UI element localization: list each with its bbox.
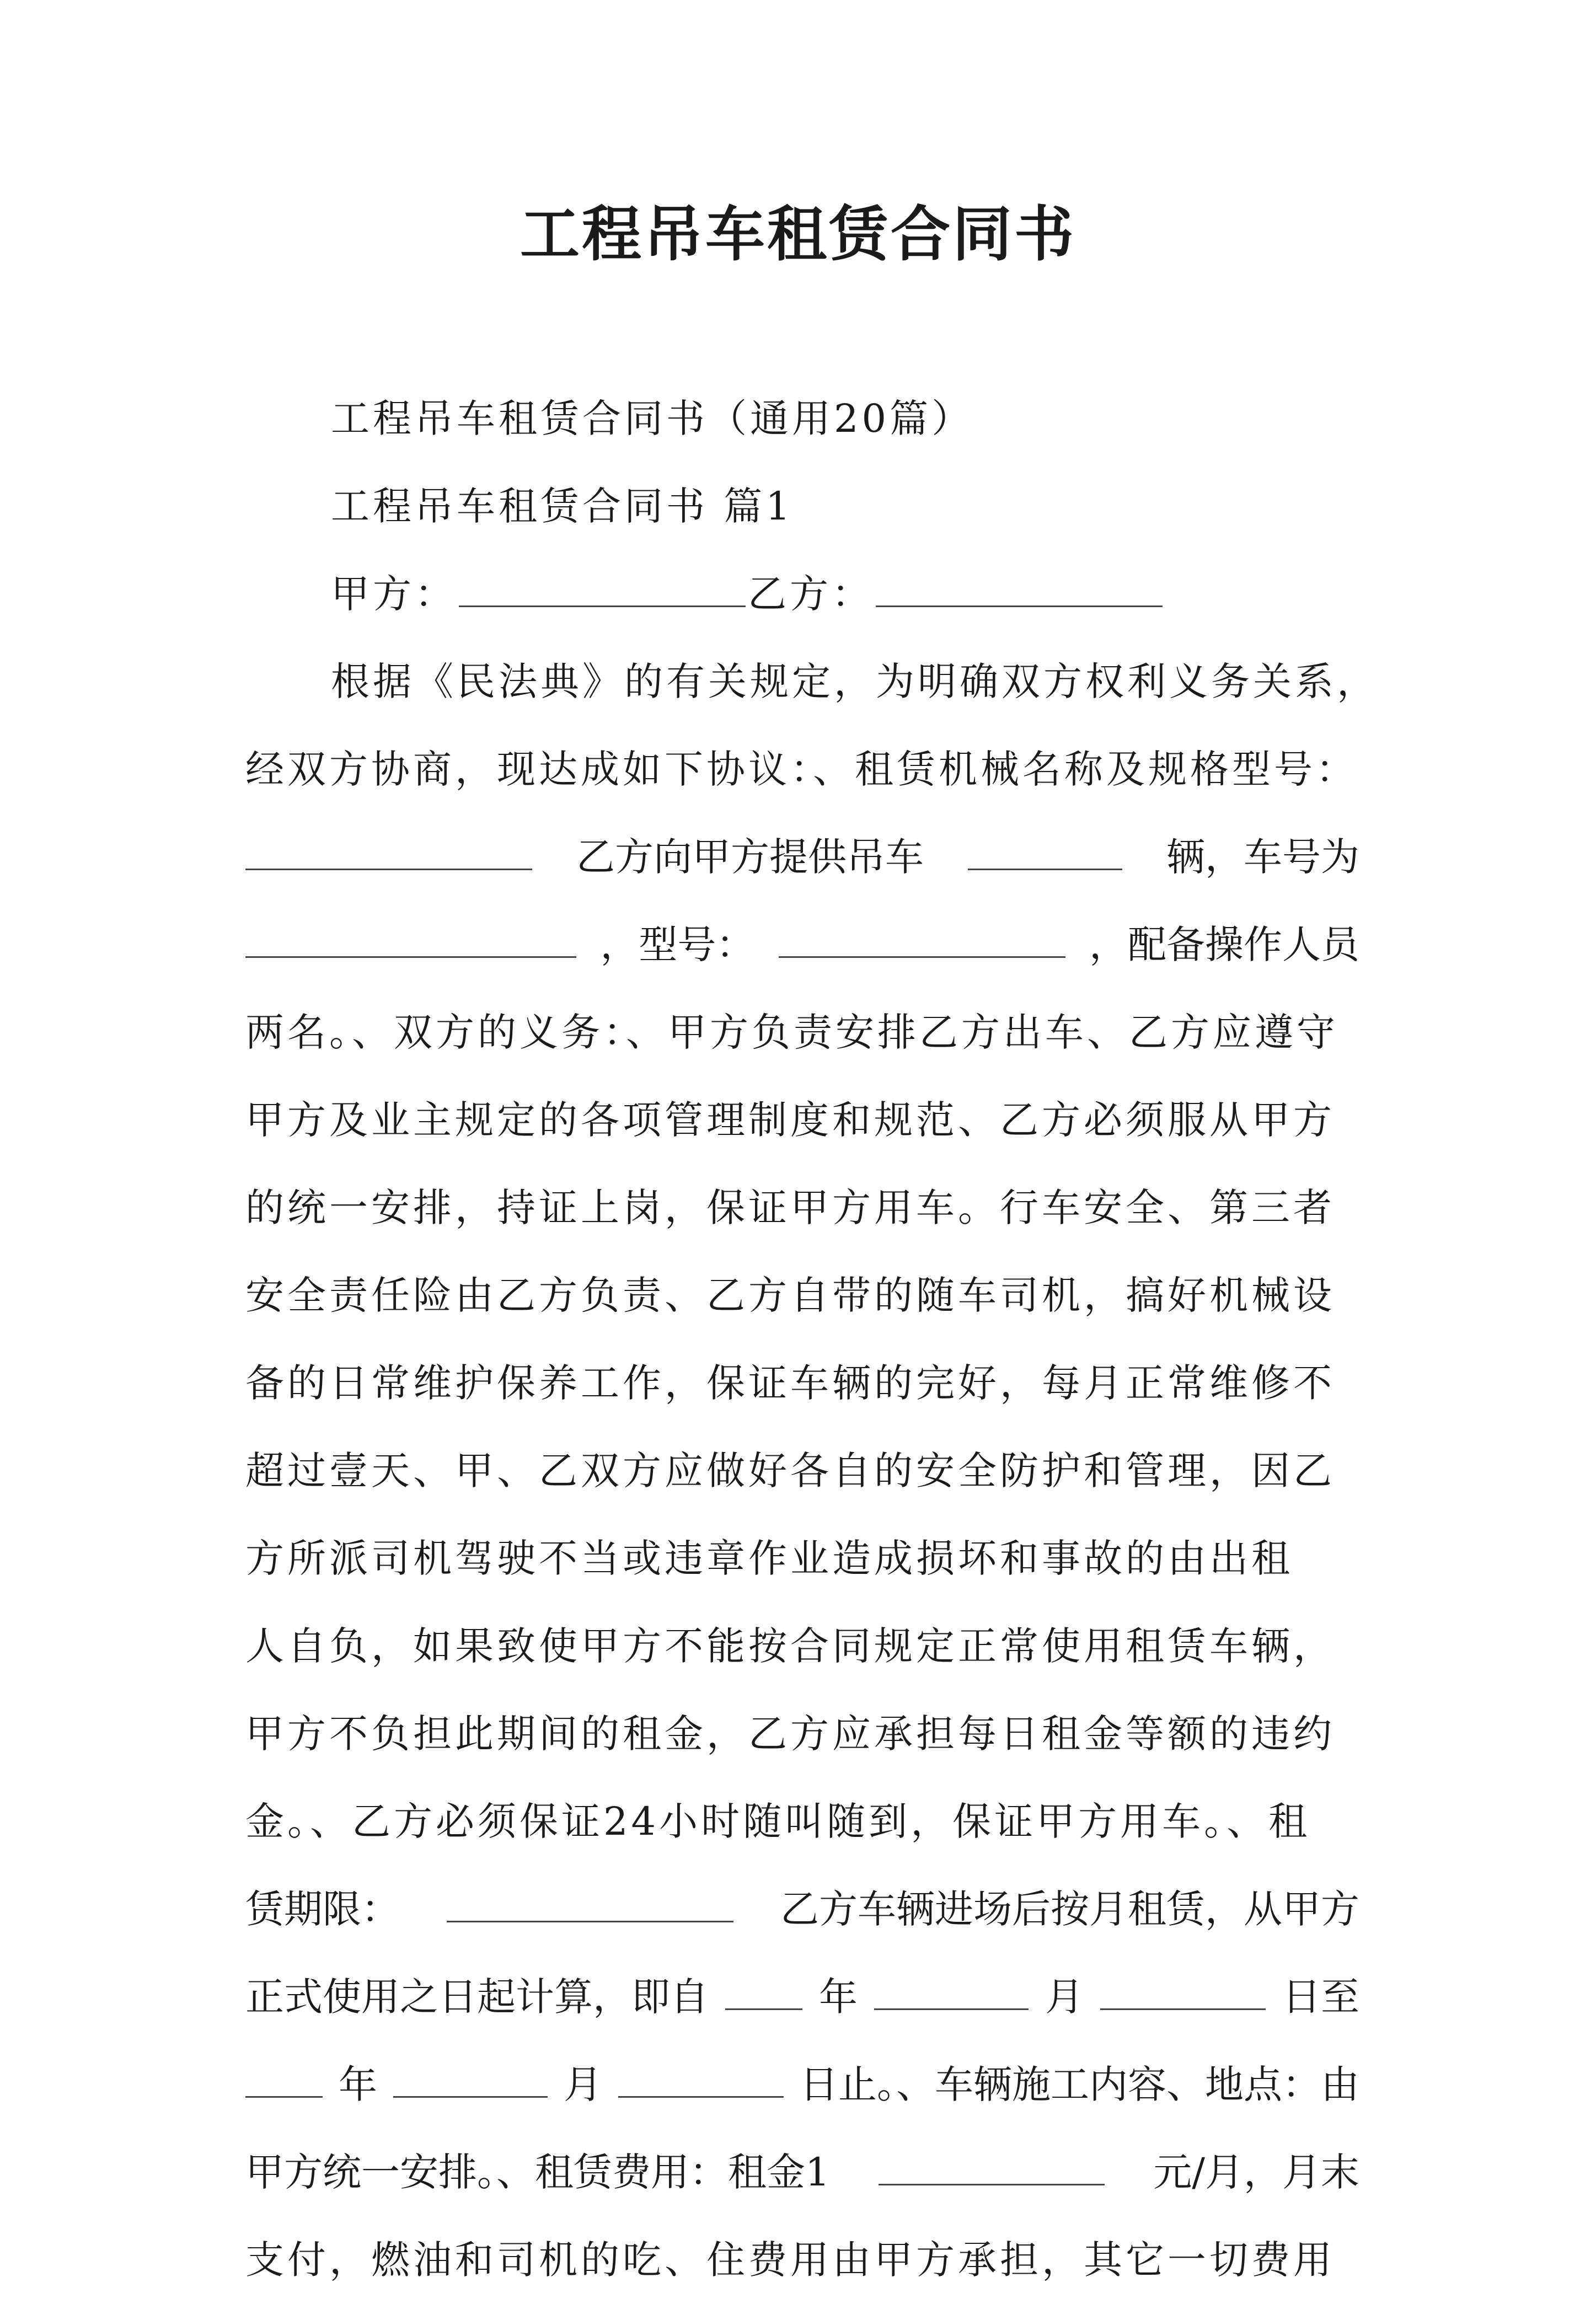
body-line-16b: 年 <box>819 1974 858 2019</box>
parties-line <box>245 550 1359 638</box>
party-b-blank <box>876 575 1163 607</box>
body-line-18a: 甲方统一安排。、租赁费用：租金1 <box>245 2150 830 2195</box>
subtitle-line: 工程吊车租赁合同书（通用20篇） <box>331 396 974 441</box>
body-line-3 <box>245 813 1359 901</box>
body-line-5: 两名。、双方的义务：、甲方负责安排乙方出车、乙方应遵守 <box>245 1010 1338 1055</box>
body-line-16 <box>245 1953 1359 2041</box>
body-line-12: 人自负，如果致使甲方不能按合同规定正常使用租赁车辆， <box>245 1623 1335 1669</box>
start-month-blank <box>874 1978 1029 2010</box>
lease-term-blank <box>447 1890 733 1922</box>
document-body <box>245 375 1379 2304</box>
body-line-4a: ，型号： <box>600 922 755 967</box>
body-line-3a: 乙方向甲方提供吊车 <box>576 834 924 880</box>
rent-amount-blank <box>879 2153 1105 2185</box>
body-line-16d: 日至 <box>1282 1974 1359 2019</box>
body-line-10: 超过壹天、甲、乙双方应做好各自的安全防护和管理，因乙 <box>245 1448 1335 1493</box>
body-line-3b: 辆，车号为 <box>1166 834 1359 880</box>
body-line-13: 甲方不负担此期间的租金，乙方应承担每日租金等额的违约 <box>245 1711 1335 1756</box>
body-line-7: 的统一安排，持证上岗，保证甲方用车。行车安全、第三者 <box>245 1185 1335 1230</box>
body-line-16c: 月 <box>1045 1974 1084 2019</box>
body-line-4b: ，配备操作人员 <box>1089 922 1359 967</box>
model-blank <box>779 925 1065 958</box>
start-year-blank <box>725 1978 802 2010</box>
body-line-15a: 赁期限： <box>245 1887 400 1932</box>
body-line-14: 金。、乙方必须保证24小时随叫随到，保证甲方用车。、租 <box>245 1799 1311 1844</box>
vehicle-count-blank <box>968 838 1122 870</box>
body-line-8: 安全责任险由乙方负责、乙方自带的随车司机，搞好机械设 <box>245 1273 1335 1318</box>
party-a-blank <box>459 575 746 607</box>
end-day-blank <box>618 2065 784 2098</box>
body-line-16a: 正式使用之日起计算，即自 <box>245 1974 709 2019</box>
body-line-4 <box>245 901 1359 989</box>
plate-number-blank <box>245 925 576 958</box>
body-line-18b: 元/月，月末 <box>1153 2150 1359 2195</box>
party-b-label: 乙方： <box>748 571 874 617</box>
document-title: 工程吊车租赁合同书 <box>519 200 1076 269</box>
body-line-17b: 月 <box>564 2062 602 2107</box>
spec-blank <box>245 838 532 870</box>
end-month-blank <box>393 2065 548 2098</box>
body-line-17c: 日止。、车辆施工内容、地点：由 <box>800 2062 1359 2107</box>
body-line-17 <box>245 2041 1359 2129</box>
body-line-2: 经双方协商，现达成如下协议：、租赁机械名称及规格型号： <box>245 747 1358 792</box>
body-line-19: 支付，燃油和司机的吃、住费用由甲方承担，其它一切费用 <box>245 2237 1335 2282</box>
body-line-1: 根据《民法典》的有关规定，为明确双方权利义务关系， <box>331 659 1379 704</box>
body-line-15b: 乙方车辆进场后按月租赁，从甲方 <box>780 1887 1359 1932</box>
party-a-label: 甲方： <box>331 571 457 617</box>
body-line-9: 备的日常维护保养工作，保证车辆的完好，每月正常维修不 <box>245 1360 1335 1406</box>
section-heading: 工程吊车租赁合同书 篇1 <box>331 484 794 529</box>
body-line-15 <box>245 1866 1359 1953</box>
body-line-17a: 年 <box>339 2062 377 2107</box>
body-line-11: 方所派司机驾驶不当或违章作业造成损坏和事故的由出租 <box>245 1536 1293 1581</box>
body-line-18 <box>245 2129 1359 2216</box>
body-line-6: 甲方及业主规定的各项管理制度和规范、乙方必须服从甲方 <box>245 1097 1335 1143</box>
start-day-blank <box>1100 1978 1266 2010</box>
end-year-blank <box>245 2065 323 2098</box>
